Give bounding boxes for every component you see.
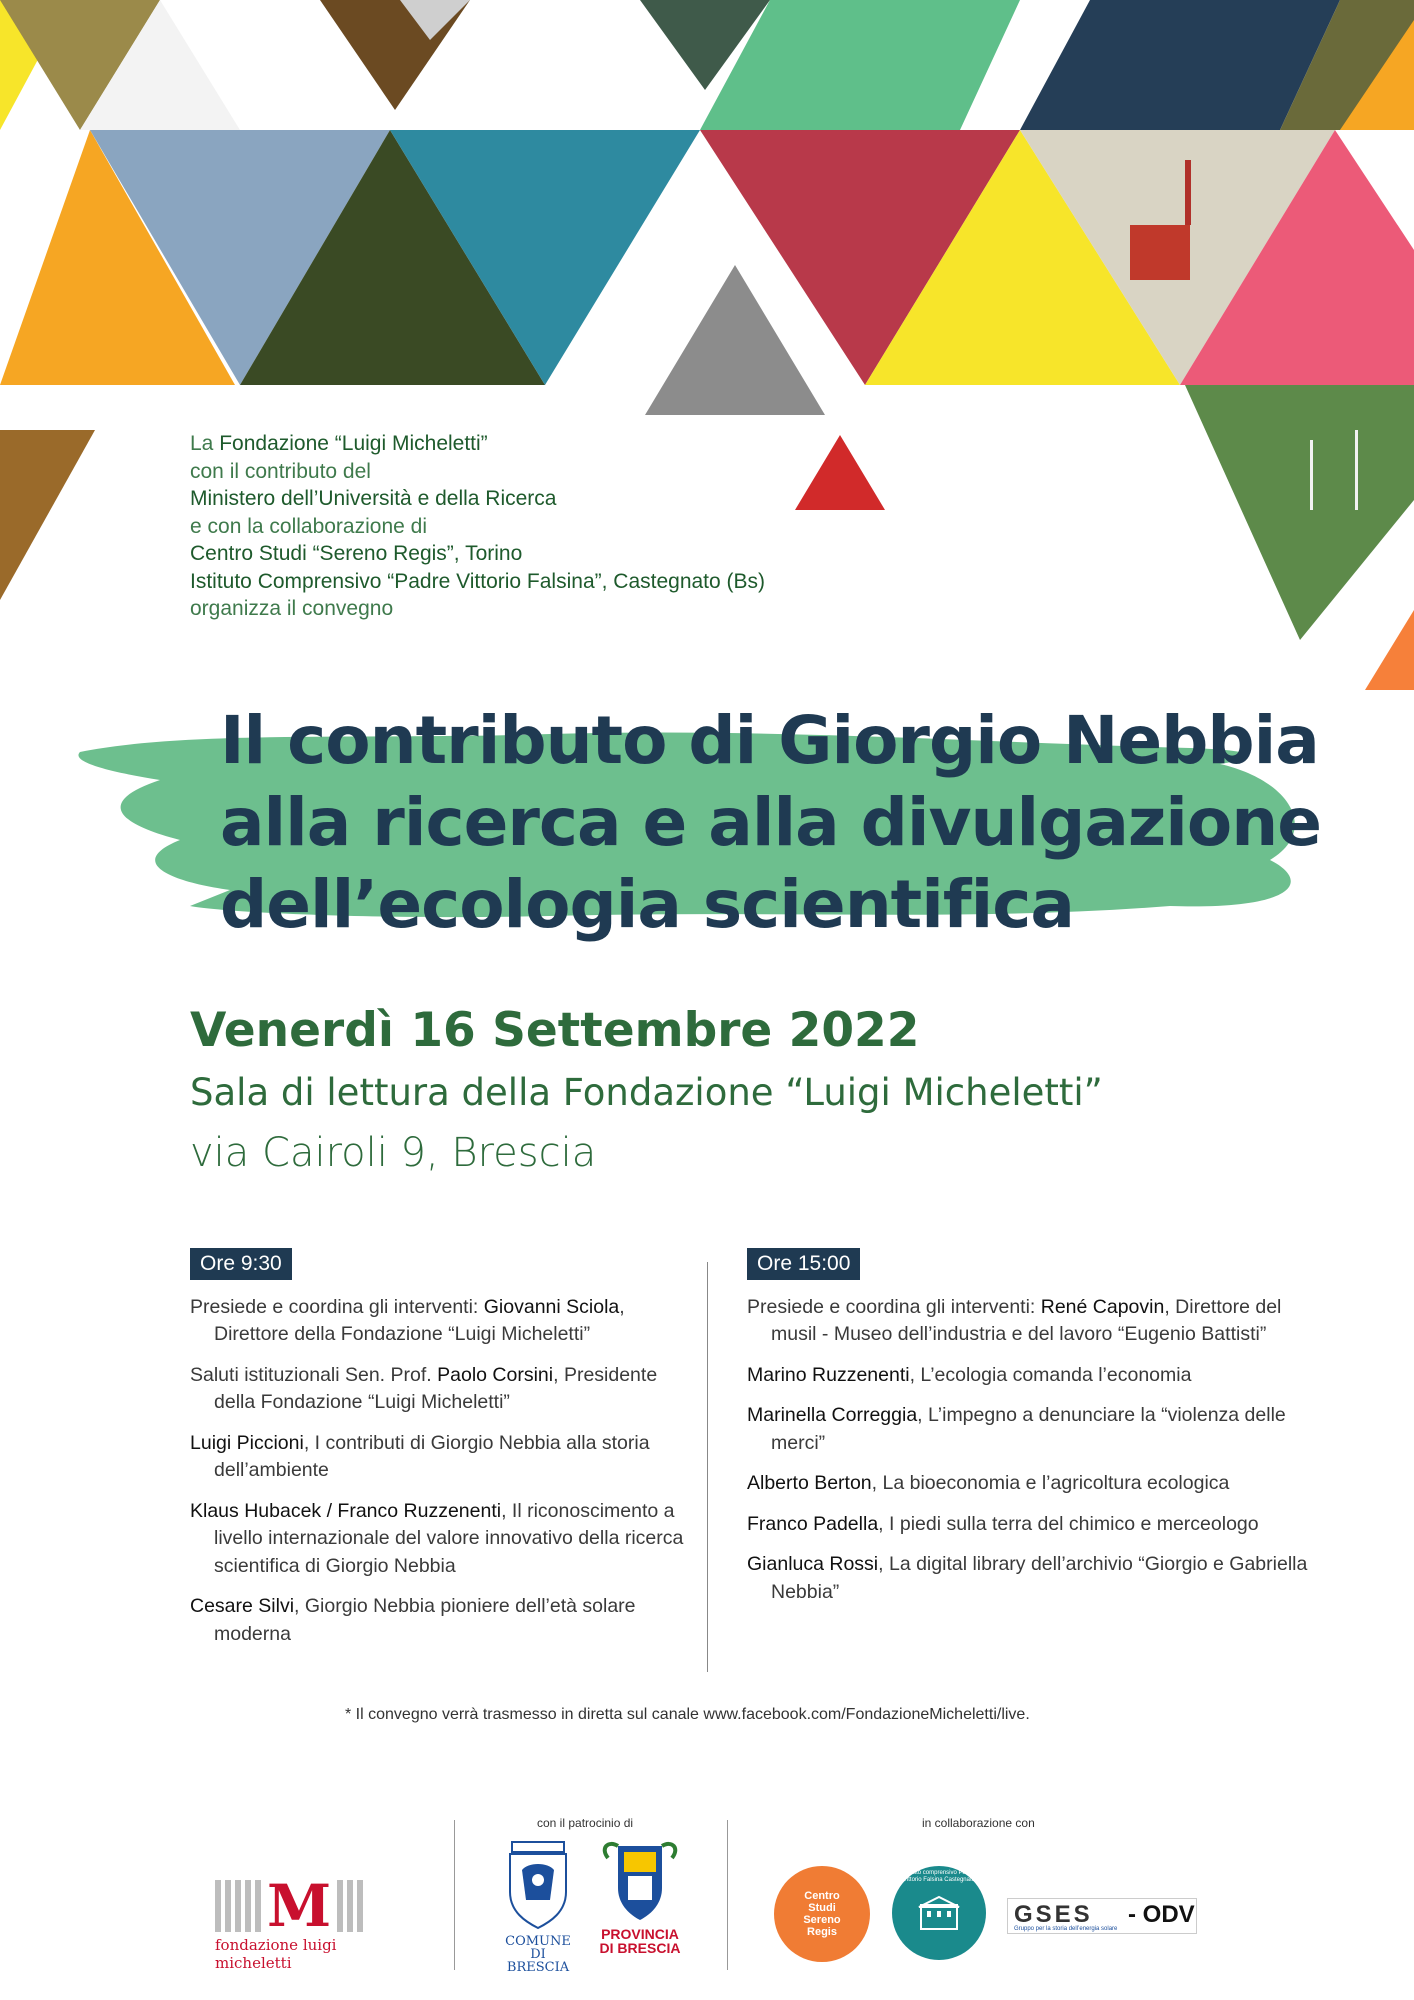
afternoon-item-topic: , La digital library dell’archivio “Giorgio e Gabriella Nebbia” — [771, 1553, 1308, 1603]
morning-item-lead: Presiede e coordina gli interventi: — [190, 1295, 484, 1318]
intro-ministry: Ministero dell’Università e della Ricerca — [190, 487, 557, 510]
comune-caption-1: COMUNE DI — [505, 1934, 571, 1962]
morning-item-topic: , Il riconoscimento a livello internazionale del valore innovativo della ricerca scientifica di Giorgio Nebbia — [214, 1499, 684, 1577]
morning-items — [190, 1294, 690, 1649]
provincia-caption-1: PROVINCIA — [601, 1926, 679, 1942]
intro-block — [190, 430, 890, 623]
afternoon-item — [747, 1470, 1327, 1498]
intro-organizer-name: Fondazione “Luigi Micheletti” — [219, 432, 488, 455]
afternoon-item-speaker: Franco Padella — [747, 1512, 879, 1535]
afternoon-item — [747, 1294, 1327, 1349]
odv-mark: - ODV — [1128, 1901, 1195, 1928]
title-line-1: Il contributo di Giorgio Nebbia — [220, 702, 1319, 779]
morning-item-lead: Saluti istituzionali Sen. Prof. — [190, 1363, 438, 1386]
morning-item — [190, 1294, 690, 1349]
provincia-brescia-logo — [598, 1838, 682, 1955]
micheletti-logo-text: fondazione luigi micheletti — [215, 1936, 337, 1972]
afternoon-item-topic: , I piedi sulla terra del chimico e merceologo — [878, 1512, 1259, 1535]
intro-prefix: La — [190, 432, 220, 455]
afternoon-item — [747, 1362, 1327, 1390]
school-building-icon — [917, 1895, 961, 1931]
afternoon-item — [747, 1511, 1327, 1539]
afternoon-item-topic: , Direttore del musil - Museo dell’industria e del lavoro “Eugenio Battisti” — [771, 1295, 1282, 1345]
morning-item-topic: , Presidente della Fondazione “Luigi Micheletti” — [214, 1363, 658, 1413]
comune-brescia-logo — [498, 1840, 578, 1974]
sereno-regis-logo — [774, 1866, 870, 1962]
provincia-crest-icon — [598, 1838, 682, 1922]
title-line-2: alla ricerca e alla divulgazione — [220, 784, 1321, 861]
morning-item-speaker: Giovanni Sciola — [483, 1295, 620, 1318]
morning-item-speaker: Luigi Piccioni — [190, 1431, 304, 1454]
morning-program — [190, 1248, 690, 1661]
intro-organizes: organizza il convegno — [190, 597, 394, 620]
triangle-orange-right — [1365, 610, 1414, 690]
morning-item — [190, 1430, 690, 1485]
afternoon-item-topic: , L’ecologia comanda l’economia — [909, 1363, 1192, 1386]
morning-item-topic: , Direttore della Fondazione “Luigi Micheletti” — [214, 1295, 625, 1345]
gses-subtitle: Gruppo per la storia dell’energia solare — [1014, 1926, 1118, 1932]
afternoon-item-speaker: Marinella Correggia — [747, 1404, 918, 1426]
page-title — [220, 700, 1321, 946]
morning-item — [190, 1362, 690, 1417]
title-line-3: dell’ecologia scientifica — [220, 866, 1074, 943]
morning-item-speaker: Klaus Hubacek / Franco Ruzzenenti — [190, 1499, 502, 1522]
gses-mark: GSES — [1014, 1901, 1093, 1928]
wind-turbine-2 — [1355, 430, 1358, 510]
sereno-regis-text: Centro Studi Sereno Regis — [803, 1890, 841, 1938]
program-divider — [707, 1262, 708, 1672]
intro-contribution-label: con il contributo del — [190, 459, 371, 483]
title-section — [70, 690, 1330, 950]
intro-collaboration-label: e con la collaborazione di — [190, 514, 427, 538]
triangle-photo-rock-left — [0, 430, 95, 600]
micheletti-logo — [215, 1872, 375, 1972]
collaboration-label: in collaborazione con — [922, 1816, 1035, 1830]
afternoon-item — [747, 1402, 1327, 1457]
comune-crest-icon — [498, 1840, 578, 1930]
micheletti-logo-mark: M — [215, 1880, 375, 1932]
morning-item-topic: , I contributi di Giorgio Nebbia alla storia dell’ambiente — [214, 1431, 650, 1481]
morning-item-topic: , Giorgio Nebbia pioniere dell’età solare moderna — [214, 1595, 636, 1645]
morning-item-speaker: Paolo Corsini — [437, 1363, 554, 1386]
afternoon-program — [747, 1248, 1327, 1619]
afternoon-items — [747, 1294, 1327, 1607]
footer-divider-2 — [727, 1820, 728, 1970]
event-date: Venerdì 16 Settembre 2022 — [190, 1003, 920, 1058]
afternoon-item — [747, 1551, 1327, 1606]
morning-item-speaker: Cesare Silvi — [190, 1595, 295, 1617]
afternoon-item-speaker: Gianluca Rossi — [747, 1553, 879, 1575]
wind-turbine-1 — [1310, 440, 1313, 510]
nuclear-plant-chimney — [1185, 160, 1191, 225]
streaming-note: * Il convegno verrà trasmesso in diretta sul canale www.facebook.com/FondazioneMicheletti/live. — [345, 1706, 1030, 1723]
nuclear-plant-building — [1130, 225, 1190, 280]
event-place: Sala di lettura della Fondazione “Luigi Micheletti” — [190, 1071, 1103, 1114]
istituto-falsina-logo — [892, 1866, 986, 1960]
patronage-label: con il patrocinio di — [537, 1816, 634, 1830]
gses-odv-logo — [1007, 1898, 1197, 1934]
afternoon-item-speaker: René Capovin — [1040, 1295, 1165, 1318]
morning-time-badge: Ore 9:30 — [190, 1248, 292, 1280]
istituto-falsina-text: Istituto comprensivo Padre Vittorio Falsina Castegnato — [903, 1870, 975, 1883]
afternoon-item-speaker: Alberto Berton — [747, 1472, 872, 1494]
afternoon-item-lead: Presiede e coordina gli interventi: — [747, 1295, 1041, 1318]
event-address: via Cairoli 9, Brescia — [190, 1130, 597, 1176]
afternoon-item-topic: , La bioeconomia e l’agricoltura ecologica — [871, 1472, 1230, 1494]
triangle-grey-center — [645, 265, 825, 415]
event-details — [190, 1000, 1103, 1182]
footer-divider-1 — [454, 1820, 455, 1970]
morning-item — [190, 1593, 690, 1648]
afternoon-time-badge: Ore 15:00 — [747, 1248, 860, 1280]
afternoon-item-topic: , L’impegno a denunciare la “violenza delle merci” — [771, 1404, 1286, 1454]
triangle-photo-wind-turbines — [1185, 385, 1414, 640]
intro-collaborator-2: Istituto Comprensivo “Padre Vittorio Falsina”, Castegnato (Bs) — [190, 569, 766, 593]
comune-caption-2: BRESCIA — [506, 1960, 570, 1975]
morning-item — [190, 1498, 690, 1581]
provincia-caption-2: DI BRESCIA — [599, 1940, 681, 1956]
intro-line-organizer — [190, 430, 890, 458]
afternoon-item-speaker: Marino Ruzzenenti — [747, 1363, 910, 1386]
intro-collaborator-1: Centro Studi “Sereno Regis”, Torino — [190, 542, 523, 565]
